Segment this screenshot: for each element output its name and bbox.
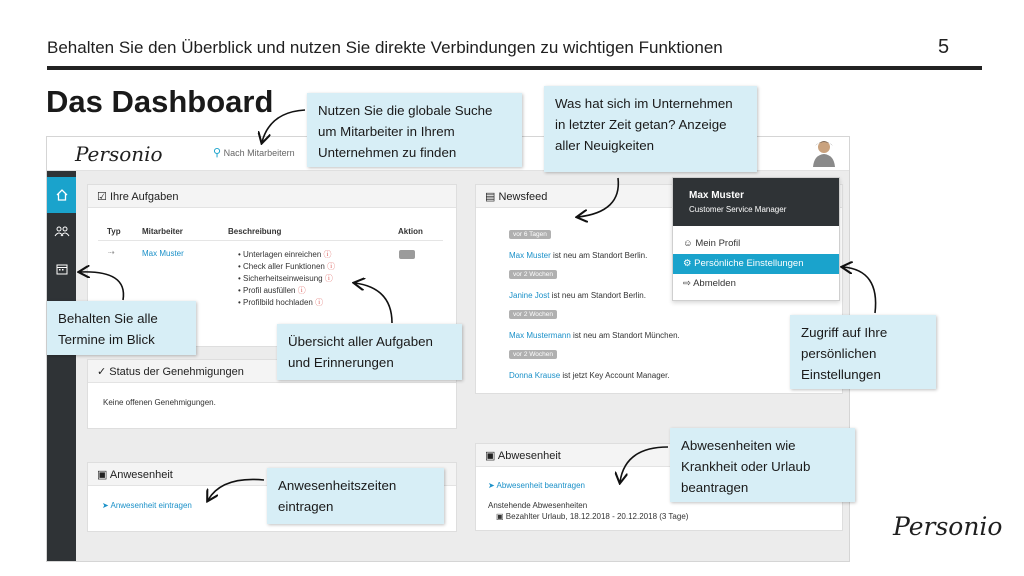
sidebar-item-calendar[interactable] bbox=[47, 251, 76, 287]
warning-icon: ⓘ bbox=[327, 262, 336, 271]
menu-item-logout[interactable]: ⇨ Abmelden bbox=[683, 278, 736, 289]
tasks-title: Ihre Aufgaben bbox=[109, 191, 179, 203]
app-logo[interactable]: Personio bbox=[75, 142, 163, 166]
brand-logo: Personio bbox=[893, 512, 1003, 541]
callout-absence: Abwesenheiten wie Krankheit oder Urlaub beantragen bbox=[670, 428, 855, 502]
table-divider bbox=[98, 240, 443, 241]
column-header: Typ bbox=[107, 227, 121, 236]
profile-dropdown-header bbox=[673, 178, 839, 226]
attendance-link[interactable]: ➤ Anwesenheit eintragen bbox=[102, 501, 192, 510]
checkbox-icon: ☑ bbox=[97, 191, 107, 203]
arrow-circle-icon: ➤ bbox=[488, 481, 495, 490]
page-number: 5 bbox=[938, 36, 950, 58]
absence-link[interactable]: ➤ Abwesenheit beantragen bbox=[488, 481, 585, 490]
login-icon: ⇢ bbox=[108, 248, 115, 257]
upcoming-absences-label: Anstehende Abwesenheiten bbox=[488, 501, 588, 510]
column-header: Aktion bbox=[398, 227, 423, 236]
news-entry: Max Muster ist neu am Standort Berlin. bbox=[509, 251, 648, 260]
search-icon: ⚲ bbox=[213, 147, 222, 159]
upcoming-absence-item: ▣ Bezahlter Urlaub, 18.12.2018 - 20.12.2018 (3 Tage) bbox=[496, 512, 689, 521]
tasks-card-header bbox=[88, 185, 456, 208]
calendar-icon: ▣ bbox=[496, 512, 504, 521]
newsfeed-title: Newsfeed bbox=[498, 191, 548, 203]
approvals-empty-text: Keine offenen Genehmigungen. bbox=[103, 398, 216, 407]
news-entry: Max Mustermann ist neu am Standort München. bbox=[509, 331, 680, 340]
calendar-icon: ▣ bbox=[485, 450, 496, 462]
warning-icon: ⓘ bbox=[297, 286, 306, 295]
newspaper-icon: ▤ bbox=[485, 191, 496, 203]
menu-item-personal-settings[interactable]: ⚙ Persönliche Einstellungen bbox=[673, 254, 839, 274]
global-search[interactable] bbox=[213, 146, 295, 159]
check-circle-icon: ✓ bbox=[97, 366, 107, 378]
avatar[interactable] bbox=[811, 137, 837, 167]
column-header: Beschreibung bbox=[228, 227, 282, 236]
page-title: Das Dashboard bbox=[46, 84, 274, 119]
time-badge: vor 6 Tagen bbox=[509, 230, 551, 239]
warning-icon: ⓘ bbox=[323, 250, 332, 259]
employee-link[interactable]: Janine Jost bbox=[509, 291, 550, 300]
profile-dropdown bbox=[672, 177, 840, 301]
callout-search: Nutzen Sie die globale Suche um Mitarbeiter in Ihrem Unternehmen zu finden bbox=[307, 93, 522, 167]
user-icon: ☺ bbox=[683, 238, 693, 249]
gear-icon: ⚙ bbox=[683, 258, 692, 269]
column-header: Mitarbeiter bbox=[142, 227, 183, 236]
callout-calendar: Behalten Sie alle Termine im Blick bbox=[47, 301, 196, 355]
calendar-icon bbox=[56, 263, 68, 275]
arrow-circle-icon: ➤ bbox=[102, 501, 109, 510]
sidebar-item-employees[interactable] bbox=[47, 213, 76, 249]
sidebar bbox=[47, 171, 76, 562]
task-item[interactable]: • Sicherheitseinweisung ⓘ bbox=[238, 274, 333, 283]
sidebar-item-home[interactable] bbox=[47, 177, 76, 213]
profile-user-name: Max Muster bbox=[689, 190, 745, 201]
news-entry: Donna Krause ist jetzt Key Account Manager. bbox=[509, 371, 670, 380]
edit-action-button[interactable] bbox=[399, 250, 415, 259]
warning-icon: ⓘ bbox=[324, 274, 333, 283]
menu-item-my-profile[interactable]: ☺ Mein Profil bbox=[683, 238, 741, 249]
logout-icon: ⇨ bbox=[683, 278, 691, 289]
employee-link[interactable]: Donna Krause bbox=[509, 371, 561, 380]
task-item[interactable]: • Unterlagen einreichen ⓘ bbox=[238, 250, 332, 259]
task-item[interactable]: • Profil ausfüllen ⓘ bbox=[238, 286, 306, 295]
absence-title: Abwesenheit bbox=[497, 450, 561, 462]
search-input[interactable]: Nach Mitarbeitern bbox=[223, 148, 295, 158]
profile-user-role: Customer Service Manager bbox=[689, 205, 787, 214]
task-employee-link[interactable]: Max Muster bbox=[142, 249, 184, 258]
callout-attendance: Anwesenheitszeiten eintragen bbox=[267, 468, 444, 524]
time-badge: vor 2 Wochen bbox=[509, 350, 557, 359]
callout-settings: Zugriff auf Ihre persönlichen Einstellungen bbox=[790, 315, 936, 389]
people-icon bbox=[54, 225, 70, 237]
approvals-title: Status der Genehmigungen bbox=[109, 366, 244, 378]
home-icon bbox=[56, 189, 68, 201]
slide-header: Behalten Sie den Überblick und nutzen Sie direkte Verbindungen zu wichtigen Funktionen bbox=[47, 38, 723, 57]
employee-link[interactable]: Max Mustermann bbox=[509, 331, 571, 340]
task-item[interactable]: • Check aller Funktionen ⓘ bbox=[238, 262, 336, 271]
attendance-title: Anwesenheit bbox=[109, 469, 173, 481]
time-badge: vor 2 Wochen bbox=[509, 310, 557, 319]
warning-icon: ⓘ bbox=[315, 298, 324, 307]
task-item[interactable]: • Profilbild hochladen ⓘ bbox=[238, 298, 324, 307]
news-entry: Janine Jost ist neu am Standort Berlin. bbox=[509, 291, 646, 300]
header-divider bbox=[47, 66, 982, 70]
time-badge: vor 2 Wochen bbox=[509, 270, 557, 279]
calendar-icon: ▣ bbox=[97, 469, 108, 481]
callout-news: Was hat sich im Unternehmen in letzter Zeit getan? Anzeige aller Neuigkeiten bbox=[544, 86, 757, 172]
callout-tasks: Übersicht aller Aufgaben und Erinnerungen bbox=[277, 324, 462, 380]
employee-link[interactable]: Max Muster bbox=[509, 251, 551, 260]
